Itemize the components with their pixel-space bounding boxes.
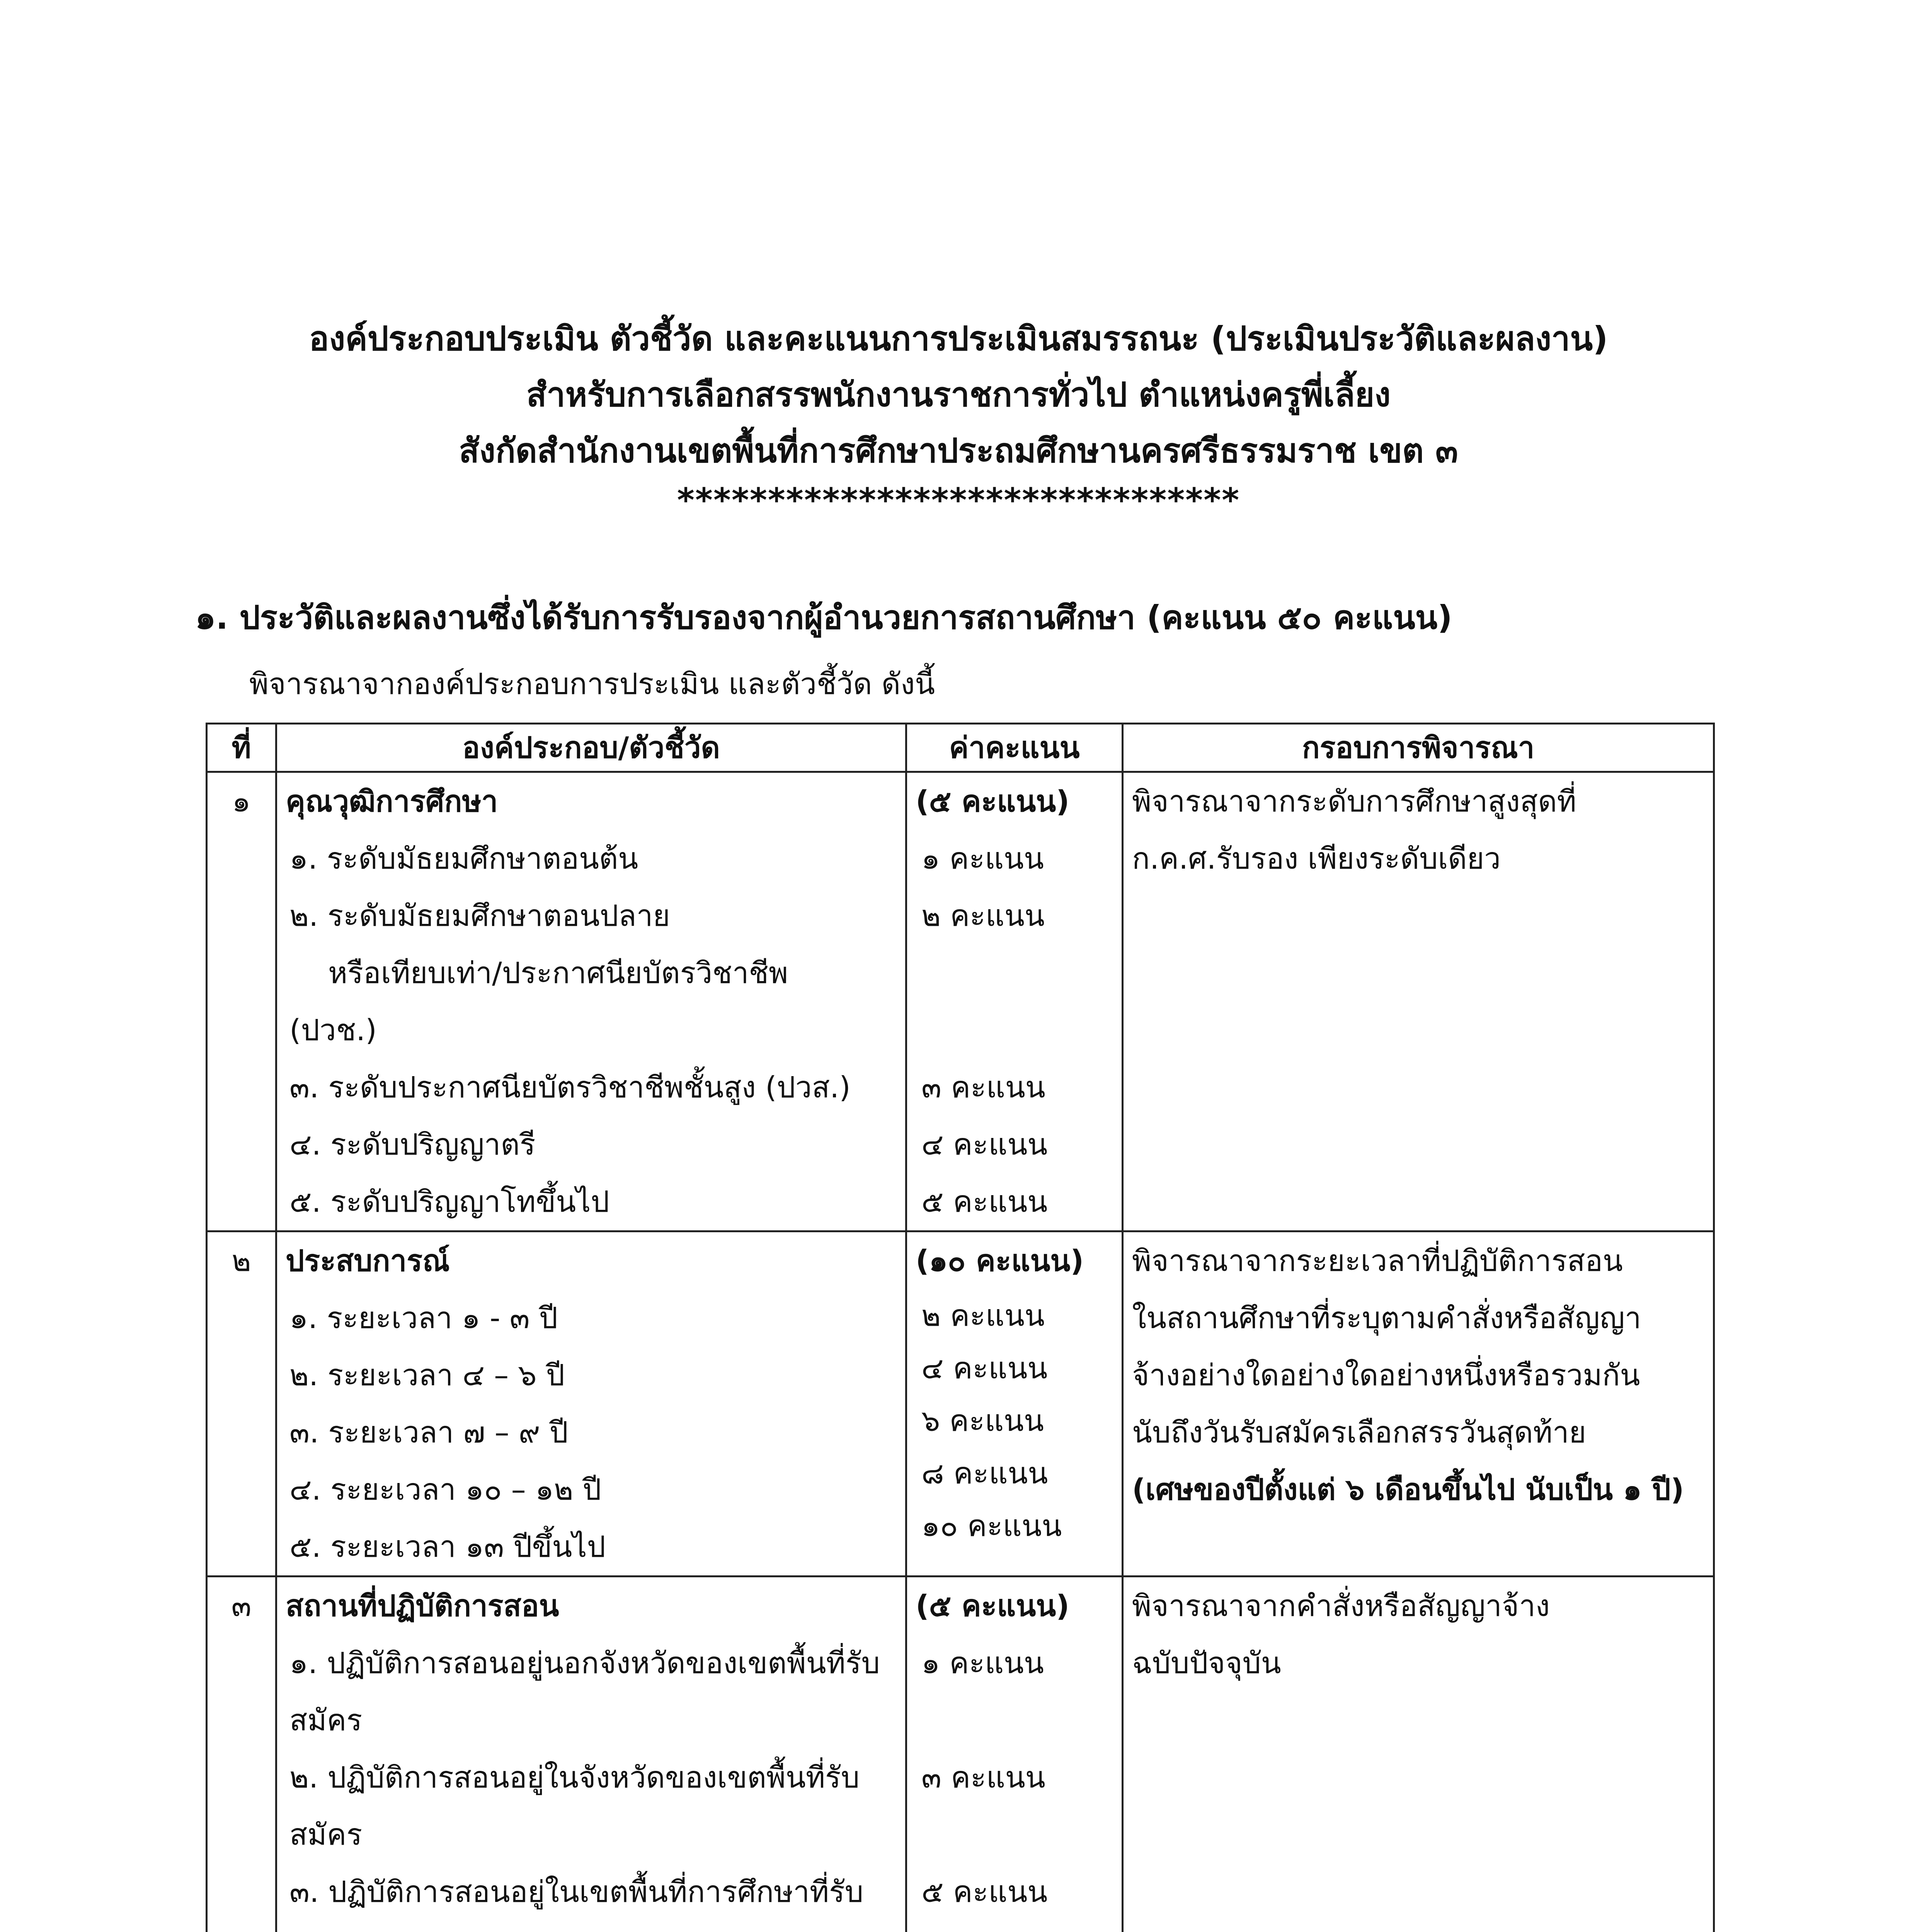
- header-score: ค่าคะแนน: [906, 724, 1123, 772]
- score-item: ๔ คะแนน: [921, 1351, 1048, 1385]
- component-title: สถานที่ปฏิบัติการสอน: [286, 1588, 559, 1623]
- score-item: ๓ คะแนน: [921, 1760, 1045, 1794]
- score-total: (๑๐ คะแนน): [916, 1243, 1084, 1278]
- score-item: ๑ คะแนน: [921, 841, 1044, 876]
- indicator-item: ๒. ระดับมัธยมศึกษาตอนปลาย: [289, 898, 670, 933]
- framework-line: พิจารณาจากระดับการศึกษาสูงสุดที่: [1132, 784, 1577, 818]
- row-number: ๓: [207, 1577, 276, 1932]
- score-item: ๖ คะแนน: [921, 1403, 1044, 1438]
- table-row: [207, 772, 1714, 1231]
- header-framework: กรอบการพิจารณา: [1123, 724, 1714, 772]
- criteria-table: [206, 723, 1715, 1932]
- indicator-item: ๓. ปฏิบัติการสอนอยู่ในเขตพื้นที่การศึกษาที่รับ: [289, 1874, 864, 1909]
- indicator-item: ๔. ระดับปริญญาตรี: [289, 1127, 536, 1162]
- score-item: ๓ คะแนน: [921, 1070, 1045, 1104]
- spacer: [916, 1806, 1113, 1863]
- document-title: [0, 311, 1917, 522]
- framework-line: ก.ค.ศ.รับรอง เพียงระดับเดียว: [1132, 841, 1501, 876]
- framework-line: ในสถานศึกษาที่ระบุตามคำสั่งหรือสัญญา: [1132, 1301, 1641, 1335]
- indicator-item: ๑. ระดับมัธยมศึกษาตอนต้น: [289, 841, 638, 876]
- framework-line: พิจารณาจากคำสั่งหรือสัญญาจ้าง: [1132, 1588, 1550, 1623]
- score-cell: [906, 1577, 1123, 1932]
- indicator-item-continued: (ปวช.): [289, 1013, 377, 1047]
- score-item: ๑๐ คะแนน: [921, 1509, 1062, 1543]
- header-no: ที่: [207, 724, 276, 772]
- indicator-cell: [276, 1231, 906, 1577]
- table-header-row: [207, 724, 1714, 772]
- indicator-item-continued: หรือเทียบเท่า/ประกาศนียบัตรวิชาชีพ: [328, 956, 788, 990]
- spacer: [916, 1002, 1113, 1059]
- indicator-item: ๕. ระยะเวลา ๑๓ ปีขึ้นไป: [289, 1529, 606, 1564]
- framework-note: (เศษของปีตั้งแต่ ๖ เดือนขึ้นไป นับเป็น ๑ ปี): [1132, 1472, 1684, 1507]
- indicator-item: ๓. ระดับประกาศนียบัตรวิชาชีพชั้นสูง (ปวส.): [289, 1070, 851, 1104]
- indicator-item: ๕. ระดับปริญญาโทขึ้นไป: [289, 1184, 609, 1219]
- component-title: ประสบการณ์: [286, 1243, 450, 1278]
- table-row: [207, 1577, 1714, 1932]
- table-row: [207, 1231, 1714, 1577]
- separator-stars: *******************************: [677, 481, 1240, 520]
- title-line-1: องค์ประกอบประเมิน ตัวชี้วัด และคะแนนการประเมินสมรรถนะ (ประเมินประวัติและผลงาน): [309, 320, 1608, 358]
- framework-line: พิจารณาจากระยะเวลาที่ปฏิบัติการสอน: [1132, 1243, 1623, 1278]
- spacer: [916, 1692, 1113, 1749]
- score-item: ๒ คะแนน: [921, 1298, 1045, 1333]
- score-item: ๔ คะแนน: [921, 1127, 1048, 1162]
- title-line-2: สำหรับการเลือกสรรพนักงานราชการทั่วไป ตำแหน่งครูพี่เลี้ยง: [526, 376, 1391, 414]
- row-number: ๑: [207, 772, 276, 1231]
- section-1-heading: ๑. ประวัติและผลงานซึ่งได้รับการรับรองจากผู้อำนวยการสถานศึกษา (คะแนน ๕๐ คะแนน): [195, 599, 1452, 636]
- score-item: ๘ คะแนน: [921, 1456, 1048, 1490]
- score-item: ๕ คะแนน: [921, 1184, 1048, 1219]
- framework-cell: [1123, 1231, 1714, 1577]
- indicator-cell: [276, 772, 906, 1231]
- section-1-intro: พิจารณาจากองค์ประกอบการประเมิน และตัวชี้วัด ดังนี้: [249, 667, 935, 701]
- indicator-cell: [276, 1577, 906, 1932]
- indicator-item: ๒. ระยะเวลา ๔ – ๖ ปี: [289, 1358, 565, 1392]
- score-cell: [906, 1231, 1123, 1577]
- framework-line: ฉบับปัจจุบัน: [1132, 1646, 1281, 1680]
- framework-line: จ้างอย่างใดอย่างใดอย่างหนึ่งหรือรวมกัน: [1132, 1358, 1640, 1392]
- title-line-3: สังกัดสำนักงานเขตพื้นที่การศึกษาประถมศึกษานครศรีธรรมราช เขต ๓: [459, 432, 1458, 470]
- framework-cell: [1123, 1577, 1714, 1932]
- header-indicator: องค์ประกอบ/ตัวชี้วัด: [276, 724, 906, 772]
- framework-line: นับถึงวันรับสมัครเลือกสรรวันสุดท้าย: [1132, 1415, 1587, 1449]
- indicator-item: ๔. ระยะเวลา ๑๐ – ๑๒ ปี: [289, 1472, 601, 1507]
- indicator-item: ๑. ระยะเวลา ๑ - ๓ ปี: [289, 1301, 558, 1335]
- spacer: [916, 944, 1113, 1002]
- score-item: ๕ คะแนน: [921, 1874, 1048, 1909]
- row-number: ๒: [207, 1231, 276, 1577]
- score-total: (๕ คะแนน): [916, 1588, 1069, 1623]
- indicator-item: ๓. ระยะเวลา ๗ – ๙ ปี: [289, 1415, 568, 1449]
- score-item: ๒ คะแนน: [921, 898, 1045, 933]
- score-total: (๕ คะแนน): [916, 784, 1069, 818]
- indicator-item: ๒. ปฏิบัติการสอนอยู่ในจังหวัดของเขตพื้นที่รับสมัคร: [289, 1760, 860, 1852]
- component-title: คุณวุฒิการศึกษา: [286, 784, 498, 818]
- score-cell: [906, 772, 1123, 1231]
- indicator-item: ๑. ปฏิบัติการสอนอยู่นอกจังหวัดของเขตพื้นที่รับสมัคร: [289, 1646, 880, 1737]
- framework-cell: [1123, 772, 1714, 1231]
- score-item: ๑ คะแนน: [921, 1646, 1044, 1680]
